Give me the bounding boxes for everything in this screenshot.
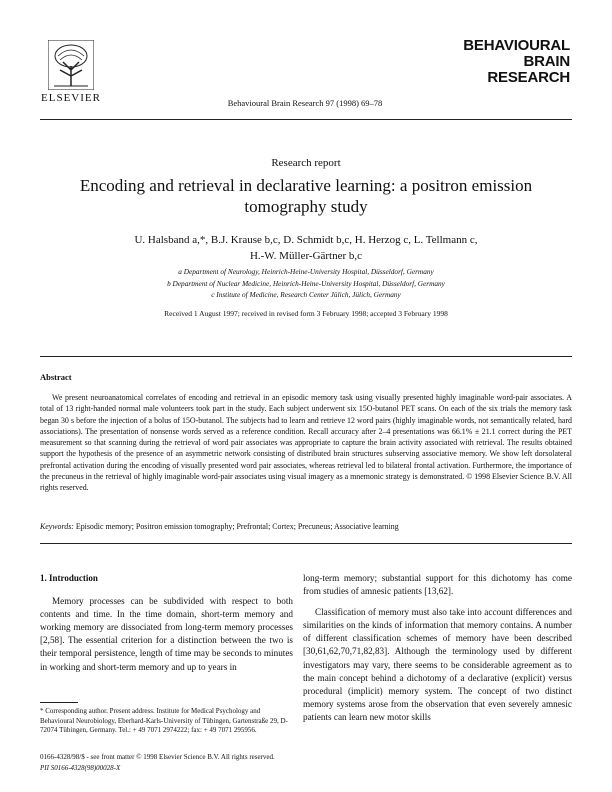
issn-line: 0166-4328/98/$ - see front matter © 1998 Elsevier Science B.V. All rights reserved.	[40, 753, 275, 761]
authors-line-2: H.-W. Müller-Gärtner b,c	[249, 250, 363, 262]
abstract-body: We present neuroanatomical correlates of encoding and retrieval in an episodic memory task using visually presented highly imaginable word-pair associates. A total of 13 right-handed normal male volunteers took part in the study. Each subject underwent six 15O-butanol PET scans. On each of the six trials the memory task began 30 s before the injection of a bolus of 15O-butanol. The subjects had to learn and retrieve 12 word pairs (highly imaginable words, not semantically related, hard associations). The presentation of nonsense words served as a reference condition. Recall accuracy after 2–4 presentations was 66.1% ± 21.1 correct during the PET measurement so that scanning during the retrieval of word pair associates was appropriate to capture the brain activity associated with retrieval. The results obtained support the hypothesis of the presence of an asymmetric network consisting of distributed brain structures subserving associative memory. We show left dorsolateral prefrontal activation during the encoding of visually presented word pair associates, whereas retrieval led to bilateral frontal activation. Furthermore, the importance of the precuneus in the retrieval of highly imaginable word-pair associates using visual imagery as a mnemonic strategy is demonstrated. © 1998 Elsevier Science B.V. All rights reserved.	[40, 393, 572, 493]
authors-line-1: U. Halsband a,*, B.J. Krause b,c, D. Schmidt b,c, H. Herzog c, L. Tellmann c,	[134, 234, 478, 246]
affiliation-b: b Department of Nuclear Medicine, Heinrich-Heine-University Hospital, Düsseldorf, Germany	[167, 278, 445, 288]
section-label: Research report	[271, 157, 341, 169]
abstract-heading: Abstract	[40, 372, 72, 382]
right-paragraph-1: long-term memory; substantial support for this dichotomy has come from studies of amnesic patients [13,62].	[303, 573, 572, 597]
affiliation-c: c Institute of Medicine, Research Center Jülich, Jülich, Germany	[211, 290, 401, 299]
section-heading: 1. Introduction	[40, 573, 98, 583]
keywords	[40, 522, 572, 531]
title-line-1: Encoding and retrieval in declarative learning: a positron emission	[79, 176, 533, 195]
article-title	[40, 175, 572, 217]
brand-line-3: RESEARCH	[487, 69, 570, 86]
elsevier-logo	[40, 40, 102, 106]
keywords-list: Episodic memory; Positron emission tomography; Prefrontal; Cortex; Precuneus; Associative learning	[75, 522, 399, 531]
front-matter	[40, 752, 440, 773]
keywords-label: Keywords:	[40, 522, 74, 531]
journal-brand-title	[455, 38, 570, 86]
footnote-rule	[40, 702, 78, 703]
left-paragraph-1: Memory processes can be subdivided with respect to both contents and time. In the time domain, short-term memory and working memory are dissociated from long-term memory processes [2,58]. The essential criterion for a distinction between the two is their temporal persistence, length of time may be seconds to minutes in working and short-term memory and up to years in	[40, 596, 293, 672]
elsevier-tree-icon	[48, 40, 94, 90]
title-line-2: tomography study	[244, 197, 368, 216]
received-dates: Received 1 August 1997; received in revised form 3 February 1998; accepted 3 February 1998	[164, 309, 448, 318]
elsevier-wordmark: ELSEVIER	[41, 92, 101, 104]
abstract-bottom-rule	[40, 543, 572, 544]
affiliation-a: a Department of Neurology, Heinrich-Heine-University Hospital, Düsseldorf, Germany	[178, 267, 434, 276]
journal-citation: Behavioural Brain Research 97 (1998) 69–78	[227, 98, 383, 108]
affiliations	[60, 266, 552, 301]
body-left-column	[40, 572, 293, 674]
right-paragraph-2: Classification of memory must also take into account differences and similarities on the kinds of information that memory contains. A number of different classification schemes of memory have been described [30,61,62,70,71,82,83]. Although the terminology used by different investigators may vary, there seems to be considerable agreement as to the main concept behind a dichotomy of a declarative (explicit) versus procedural (implicit) memory system. The concept of two distinct memory systems arose from the observation that even severely amnesic patients can learn new motor skills	[303, 607, 572, 722]
author-list	[60, 232, 552, 264]
pii-line: PII S0166-4328(98)00028-X	[40, 763, 121, 772]
brand-line-1: BEHAVIOURAL	[463, 37, 570, 54]
abstract-top-rule	[40, 356, 572, 357]
body-right-column	[303, 572, 572, 724]
brand-line-2: BRAIN	[523, 53, 570, 70]
header-rule	[40, 119, 572, 120]
corresponding-author-footnote: * Corresponding author. Present address. Institute for Medical Psychology and Behavioural Neurobiology, Eberhard-Karls-University of Tübingen, Gartenstraße 29, D-72074 Tübingen, Germany. Tel.: + 49 7071 2974222; fax: + 49 7071 295956.	[40, 707, 288, 735]
